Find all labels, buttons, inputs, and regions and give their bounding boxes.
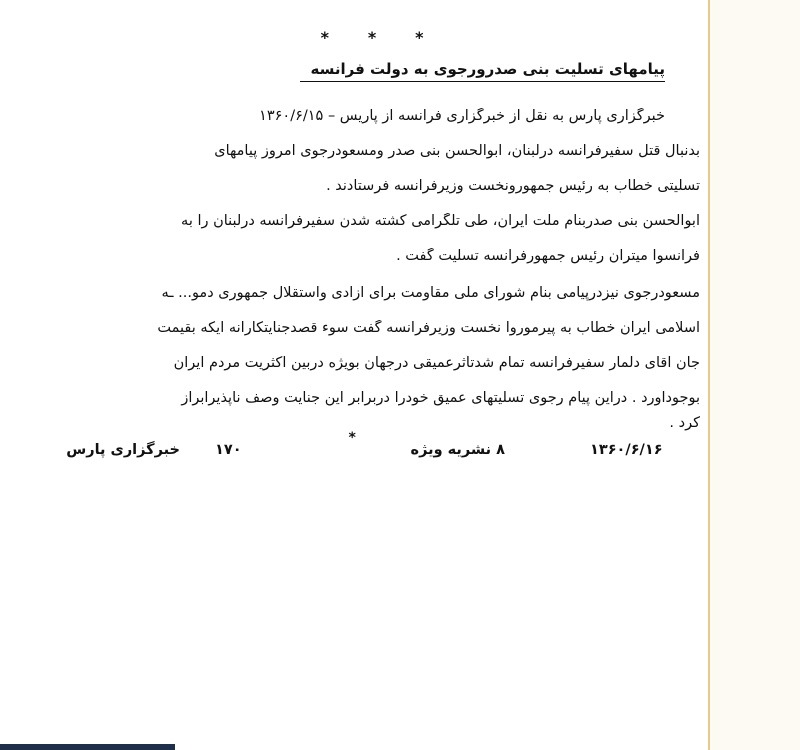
body-line-1: بدنبال قتل سفیرفرانسه درلبنان، ابوالحسن بنی صدر ومسعودرجوی امروز پیامهای (214, 143, 700, 159)
body-line-3: ابوالحسن بنی صدربنام ملت ایران، طی تلگرامی کشته شدن سفیرفرانسه درلبنان را به (181, 213, 700, 229)
body-line-8: بوجودآورد . دراین پیام رجوی تسلیتهای عمیق خودرا دربرابر این جنایت وصف ناپذیرابراز (181, 390, 700, 406)
body-line-2: تسلیتی خطاب به رئیس جمهورونخست وزیرفرانسه فرستادند . (326, 178, 700, 194)
corner-bar (0, 744, 175, 750)
top-stars: * * * (320, 28, 439, 47)
body-line-9: کرد . (669, 415, 700, 431)
right-margin (710, 0, 800, 750)
accent-divider (708, 0, 710, 750)
body-line-7: جان آقای دلمار سفیرفرانسه تمام شدتأثرعمیقی درجهان بویژه دربین اکثریت مردم ایران (173, 355, 700, 371)
body-line-6: اسلامی ایران خطاب به پیرموروا نخست وزیرفرانسه گفت سوء قصدجنایتکارانه ایکه بقیمت (157, 320, 700, 336)
footer-number: ۱۷۰ (215, 442, 242, 458)
body-line-5: مسعودرجوی نیزدرپیامی بنام شورای ملی مقاومت برای آزادی واستقلال جمهوری دمو... ـه (161, 285, 700, 301)
dateline: خبرگزاری پارس به نقل از خبرگزاری فرانسه از پاریس – ۱۳۶۰/۶/۱۵ (259, 108, 665, 124)
footer-bulletin: ۸ نشریه ویژه (410, 442, 505, 458)
footer-agency: خبرگزاری پارس (66, 442, 180, 458)
document-heading: پیامهای تسلیت بنی صدرورجوی به دولت فرانسه (300, 60, 665, 82)
body-line-4: فرانسوا میتران رئیس جمهورفرانسه تسلیت گفت . (396, 248, 700, 264)
footer-star: * (348, 430, 357, 446)
footer-date: ۱۳۶۰/۶/۱۶ (590, 442, 663, 458)
